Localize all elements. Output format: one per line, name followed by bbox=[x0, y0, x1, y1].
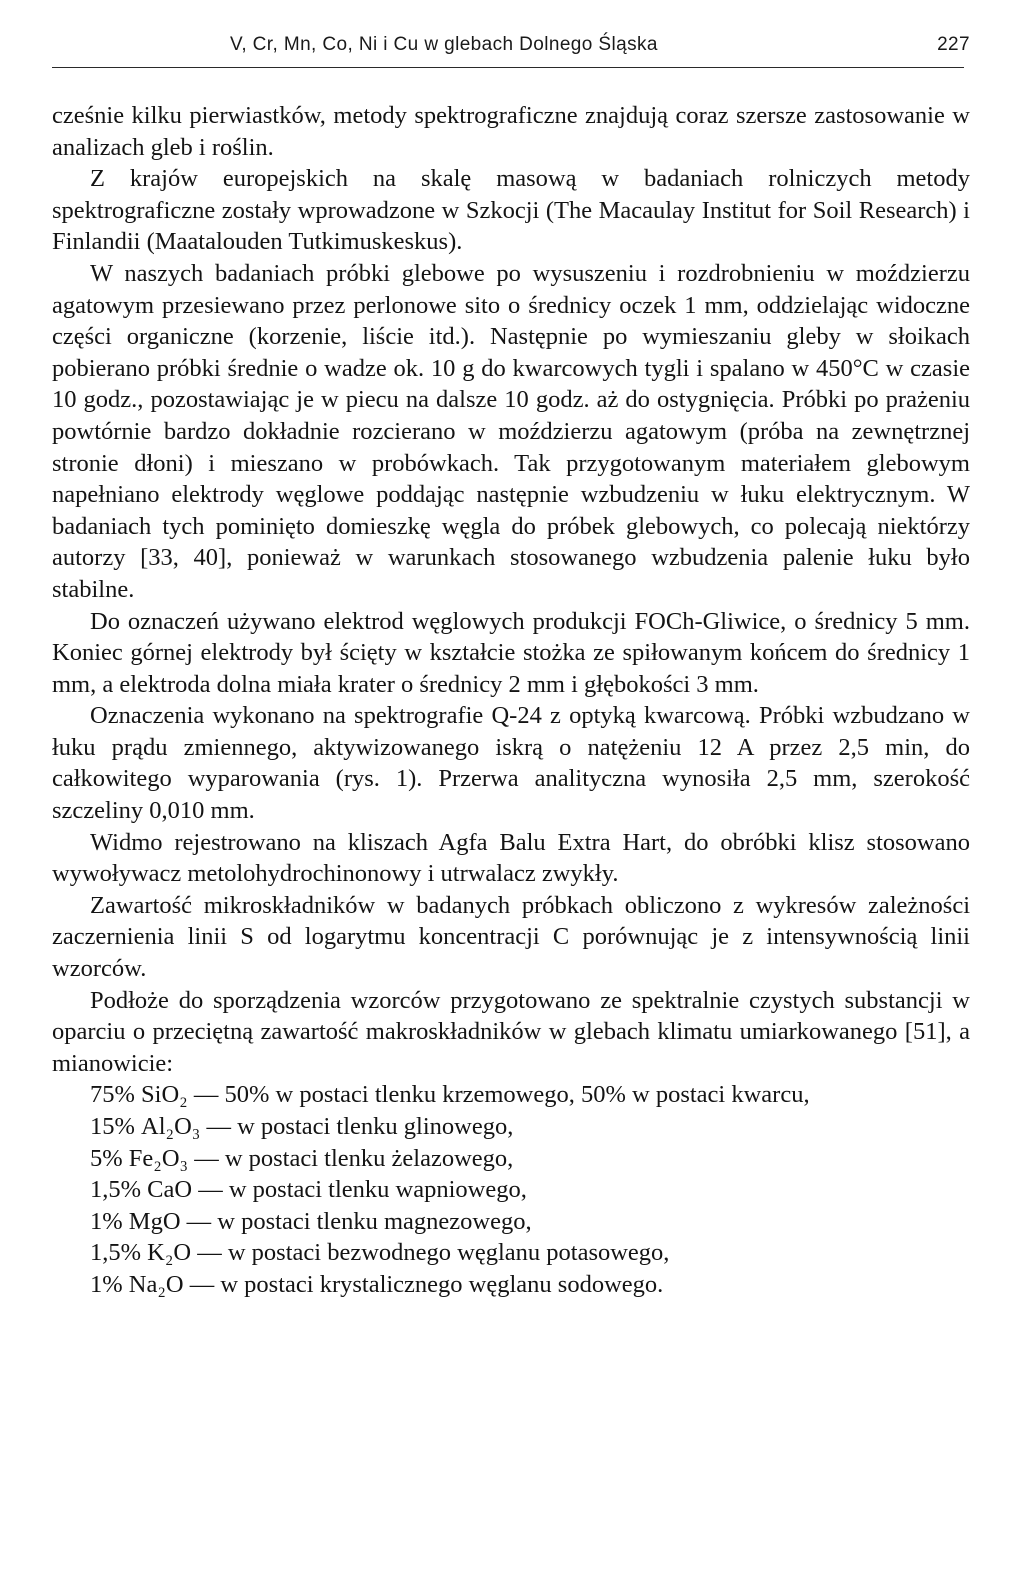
composition-amount: 1,5% bbox=[90, 1239, 142, 1267]
composition-item bbox=[52, 1269, 970, 1301]
paragraph-continuation: cześnie kilku pierwiastków, metody spektrograficzne znajdują coraz szersze zastosowanie w analizach gleb i roślin. bbox=[52, 102, 970, 161]
composition-formula: K₂O bbox=[147, 1239, 192, 1267]
composition-amount: 1,5% bbox=[90, 1176, 142, 1204]
composition-list bbox=[52, 1079, 970, 1300]
composition-item bbox=[52, 1143, 970, 1175]
composition-item bbox=[52, 1174, 970, 1206]
composition-amount: 75% bbox=[90, 1081, 135, 1109]
composition-item bbox=[52, 1111, 970, 1143]
running-title: V, Cr, Mn, Co, Ni i Cu w glebach Dolnego Śląska bbox=[230, 34, 658, 55]
paragraph: Widmo rejestrowano na kliszach Agfa Balu Extra Hart, do obróbki klisz stosowano wywoływacz metolohydrochinonowy i utrwalacz zwykły. bbox=[52, 828, 970, 888]
composition-desc: — w postaci krystalicznego węglanu sodowego. bbox=[189, 1270, 664, 1298]
composition-formula: Na₂O bbox=[128, 1270, 184, 1298]
running-header bbox=[52, 30, 970, 66]
composition-desc: — w postaci tlenku żelazowego, bbox=[194, 1144, 514, 1172]
composition-amount: 1% bbox=[90, 1207, 123, 1235]
paragraph: Z krajów europejskich na skalę masową w badaniach rolniczych metody spektrograficzne zostały wprowadzone w Szkocji (The Macaulay Institut for Soil Research) i Finlandii (Maatalouden Tutkimuskeskus). bbox=[52, 165, 970, 256]
paragraph: Oznaczenia wykonano na spektrografie Q-24 z optyką kwarcową. Próbki wzbudzano w łuku prądu zmiennego, aktywizowanego iskrą o natężeniu 12 A przez 2,5 min, do całkowitego wyparowania (rys. 1). Przerwa analityczna wynosiła 2,5 mm, szerokość szczeliny 0,010 mm. bbox=[52, 702, 970, 825]
composition-amount: 15% bbox=[90, 1113, 135, 1140]
composition-amount: 1% bbox=[90, 1270, 123, 1298]
page-number: 227 bbox=[937, 34, 970, 55]
composition-desc: — w postaci tlenku magnezowego, bbox=[186, 1207, 532, 1235]
composition-formula: CaO bbox=[147, 1176, 193, 1204]
composition-desc: — w postaci tlenku wapniowego, bbox=[198, 1176, 527, 1204]
composition-desc: — w postaci bezwodnego węglanu potasowego, bbox=[197, 1239, 670, 1267]
paragraph: Zawartość mikroskładników w badanych próbkach obliczono z wykresów zależności zaczernienia linii S od logarytmu koncentracji C porównując je z intensywnością linii wzorców. bbox=[52, 891, 970, 983]
composition-desc: — 50% w postaci tlenku krzemowego, 50% w postaci kwarcu, bbox=[193, 1081, 810, 1109]
composition-item bbox=[52, 1237, 970, 1269]
paragraph: W naszych badaniach próbki glebowe po wysuszeniu i rozdrobnieniu w moździerzu agatowym przesiewano przez perlonowe sito o średnicy oczek 1 mm, oddzielając widoczne części organiczne (korzenie, liście itd.). Następnie po wymieszaniu gleby w słoikach pobierano próbki średnie o wadze ok. 10 g do kwarcowych tygli i spalano w 450°C w czasie 10 godz., pozostawiając je w piecu na dalsze 10 godz. aż do ostygnięcia. Próbki po prażeniu powtórnie bardzo dokładnie rozcierano w moździerzu agatowym (próba na zewnętrznej stronie dłoni) i mieszano w probówkach. Tak przygotowanym materiałem glebowym napełniano elektrody węglowe poddając następnie wzbudzeniu w łuku elektrycznym. W badaniach tych pominięto domieszkę węgla do próbek glebowych, co polecają niektórzy autorzy [33, 40], ponieważ w warunkach stosowanego wzbudzenia palenie łuku było stabilne. bbox=[52, 259, 970, 603]
header-rule bbox=[52, 67, 964, 68]
body-text bbox=[52, 100, 970, 1301]
composition-formula: Fe₂O₃ bbox=[128, 1144, 189, 1172]
paragraph: Do oznaczeń używano elektrod węglowych produkcji FOCh-Gliwice, o średnicy 5 mm. Koniec górnej elektrody był ścięty w kształcie stożka ze spiłowanym końcem do średnicy 1 mm, a elektroda dolna miała krater o średnicy 2 mm i głębokości 3 mm. bbox=[52, 607, 970, 698]
composition-formula: Al₂O₃ bbox=[141, 1113, 201, 1140]
composition-item bbox=[52, 1079, 970, 1111]
page bbox=[52, 30, 970, 1298]
composition-amount: 5% bbox=[90, 1144, 123, 1172]
composition-item bbox=[52, 1206, 970, 1238]
composition-formula: SiO₂ bbox=[141, 1081, 188, 1109]
paragraph: Podłoże do sporządzenia wzorców przygotowano ze spektralnie czystych substancji w oparciu o przeciętną zawartość makroskładników w glebach klimatu umiarkowanego [51], a mianowicie: bbox=[52, 986, 970, 1077]
composition-formula: MgO bbox=[128, 1207, 181, 1235]
composition-desc: — w postaci tlenku glinowego, bbox=[206, 1113, 514, 1140]
